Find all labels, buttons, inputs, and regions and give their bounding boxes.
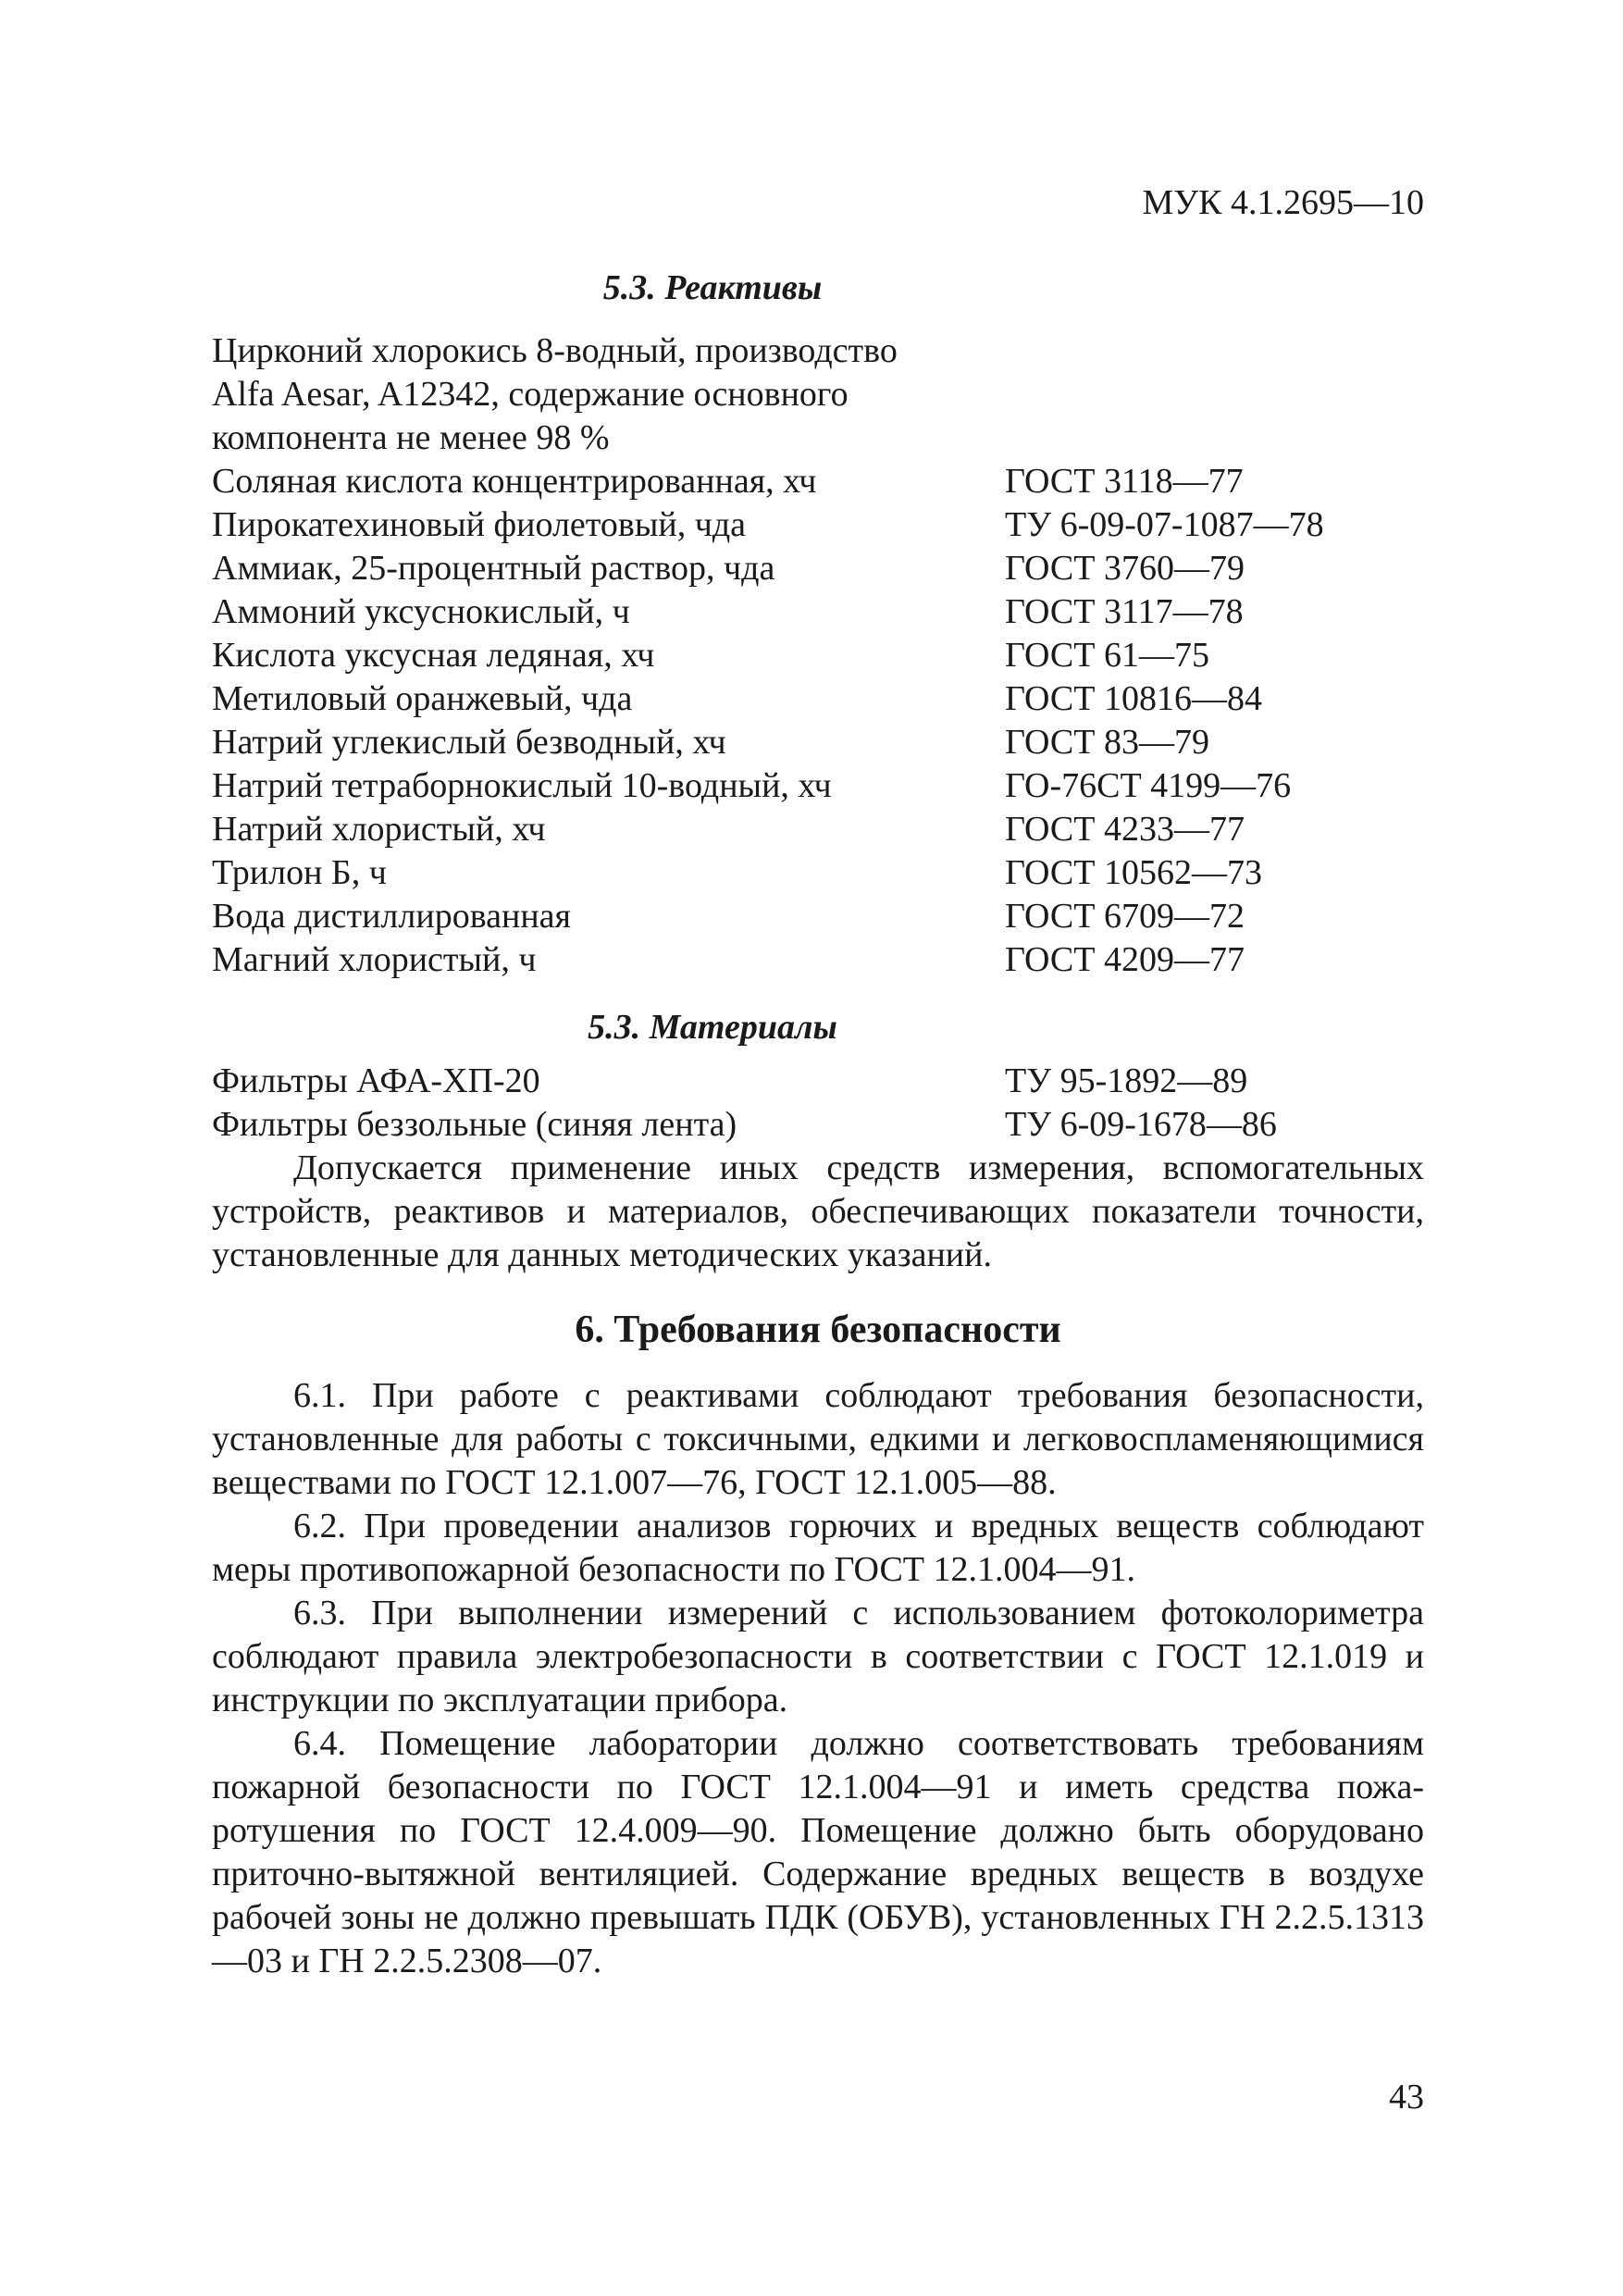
reagent-row [212,764,1424,808]
reagent-standard: ГОСТ 4233—77 [1005,810,1245,849]
reagent-intro-line: Alfa Aesar, A12342, содержание основного [212,375,849,414]
reagent-standard: ГОСТ 3760—79 [1005,549,1245,588]
reagent-name: Соляная кислота концентрированная, хч [212,462,817,501]
reagent-name: Пирокатехиновый фиолетовый, чда [212,505,747,544]
materials-note: Допускается применение иных средств измерения, вспомогательных устройств, реактивов и материалов, обеспечивающих показатели точности, установленные для данных методических указаний. [212,1148,1424,1274]
reagent-standard: ГОСТ 4209—77 [1005,940,1245,979]
reagent-row [212,460,1424,503]
reagent-name: Метиловый оранжевый, чда [212,679,633,718]
reagent-row [212,677,1424,721]
material-standard: ТУ 6-09-1678—86 [1005,1105,1277,1144]
reagent-row [212,808,1424,851]
reagent-name: Магний хлористый, ч [212,940,537,979]
document-code: МУК 4.1.2695—10 [1142,183,1424,222]
reagent-row [212,851,1424,895]
reagent-standard: ГОСТ 10816—84 [1005,679,1262,718]
reagent-row [212,590,1424,634]
reagent-name: Аммиак, 25-процентный раствор, чда [212,549,775,588]
safety-paragraph-6-3: 6.3. При выполнении измерений с использованием фотоколориметра соблюдают правила электробезопасности в соответствии с ГОСТ 12.1.019 и инструкции по эксплуатации прибора. [212,1594,1424,1719]
reagent-name: Вода дистиллированная [212,897,572,936]
reagent-standard: ГОСТ 83—79 [1005,723,1209,762]
reagent-standard: ГОСТ 3118—77 [1005,462,1244,501]
reagent-name: Натрий углекислый безводный, хч [212,723,726,762]
reagent-name: Аммоний уксуснокислый, ч [212,592,630,631]
reagent-standard: ГОСТ 3117—78 [1005,592,1244,631]
reagent-standard: ГОСТ 10562—73 [1005,853,1262,892]
reagent-row [212,503,1424,547]
safety-paragraph-6-2: 6.2. При проведении анализов горючих и вредных веществ соблюдают меры противопожарной безопасности по ГОСТ 12.1.004—91. [212,1507,1424,1589]
reagent-standard: ГО-76СТ 4199—76 [1005,766,1292,805]
reagent-name: Натрий тетраборнокислый 10-водный, хч [212,766,832,805]
reagent-standard: ГОСТ 61—75 [1005,636,1209,675]
reagent-name: Кислота уксусная ледяная, хч [212,636,655,675]
material-standard: ТУ 95-1892—89 [1005,1061,1248,1100]
material-name: Фильтры беззольные (синяя лента) [212,1105,737,1144]
reagent-standard: ГОСТ 6709—72 [1005,897,1245,936]
reagent-name: Трилон Б, ч [212,853,387,892]
reagent-row [212,895,1424,938]
document-page [212,0,1424,2296]
reagent-name: Натрий хлористый, хч [212,810,546,849]
reagents-title: 5.3. Реактивы [602,268,823,307]
reagent-intro-line: компонента не менее 98 % [212,418,610,457]
safety-heading: 6. Требования безопасности [575,1309,1061,1351]
safety-paragraph-6-4: 6.4. Помещение лаборатории должно соответствовать требованиям пожарной безопасности по ГОСТ 12.1.004—91 и иметь средства пожаротушения по ГОСТ 12.4.009—90. Помещение должно быть оборудовано приточно-вытяжной вентиляцией. Содержание вредных веществ в воздухе рабочей зоны не должно превышать ПДК (ОБУВ), установленных ГН 2.2.5.1313—03 и ГН 2.2.5.2308—07. [212,1724,1424,1980]
materials-list [212,1060,1424,1147]
reagent-row [212,938,1424,982]
reagent-standard: ТУ 6-09-07-1087—78 [1005,505,1324,544]
safety-paragraph-6-1: 6.1. При работе с реактивами соблюдают требования безопасности, установленные для работы с токсичными, едкими и легковоспламеняющимися веществами по ГОСТ 12.1.007—76, ГОСТ 12.1.005—88. [212,1376,1424,1502]
reagents-list [212,329,1424,982]
page-number: 43 [1389,2078,1424,2116]
reagent-row [212,634,1424,677]
reagent-intro-line: Цирконий хлорокись 8-водный, производство [212,331,898,370]
material-name: Фильтры АФА-ХП-20 [212,1061,540,1100]
reagent-row [212,721,1424,764]
material-row [212,1060,1424,1103]
material-row [212,1103,1424,1147]
reagent-row [212,547,1424,590]
materials-title: 5.3. Материалы [588,1008,837,1047]
